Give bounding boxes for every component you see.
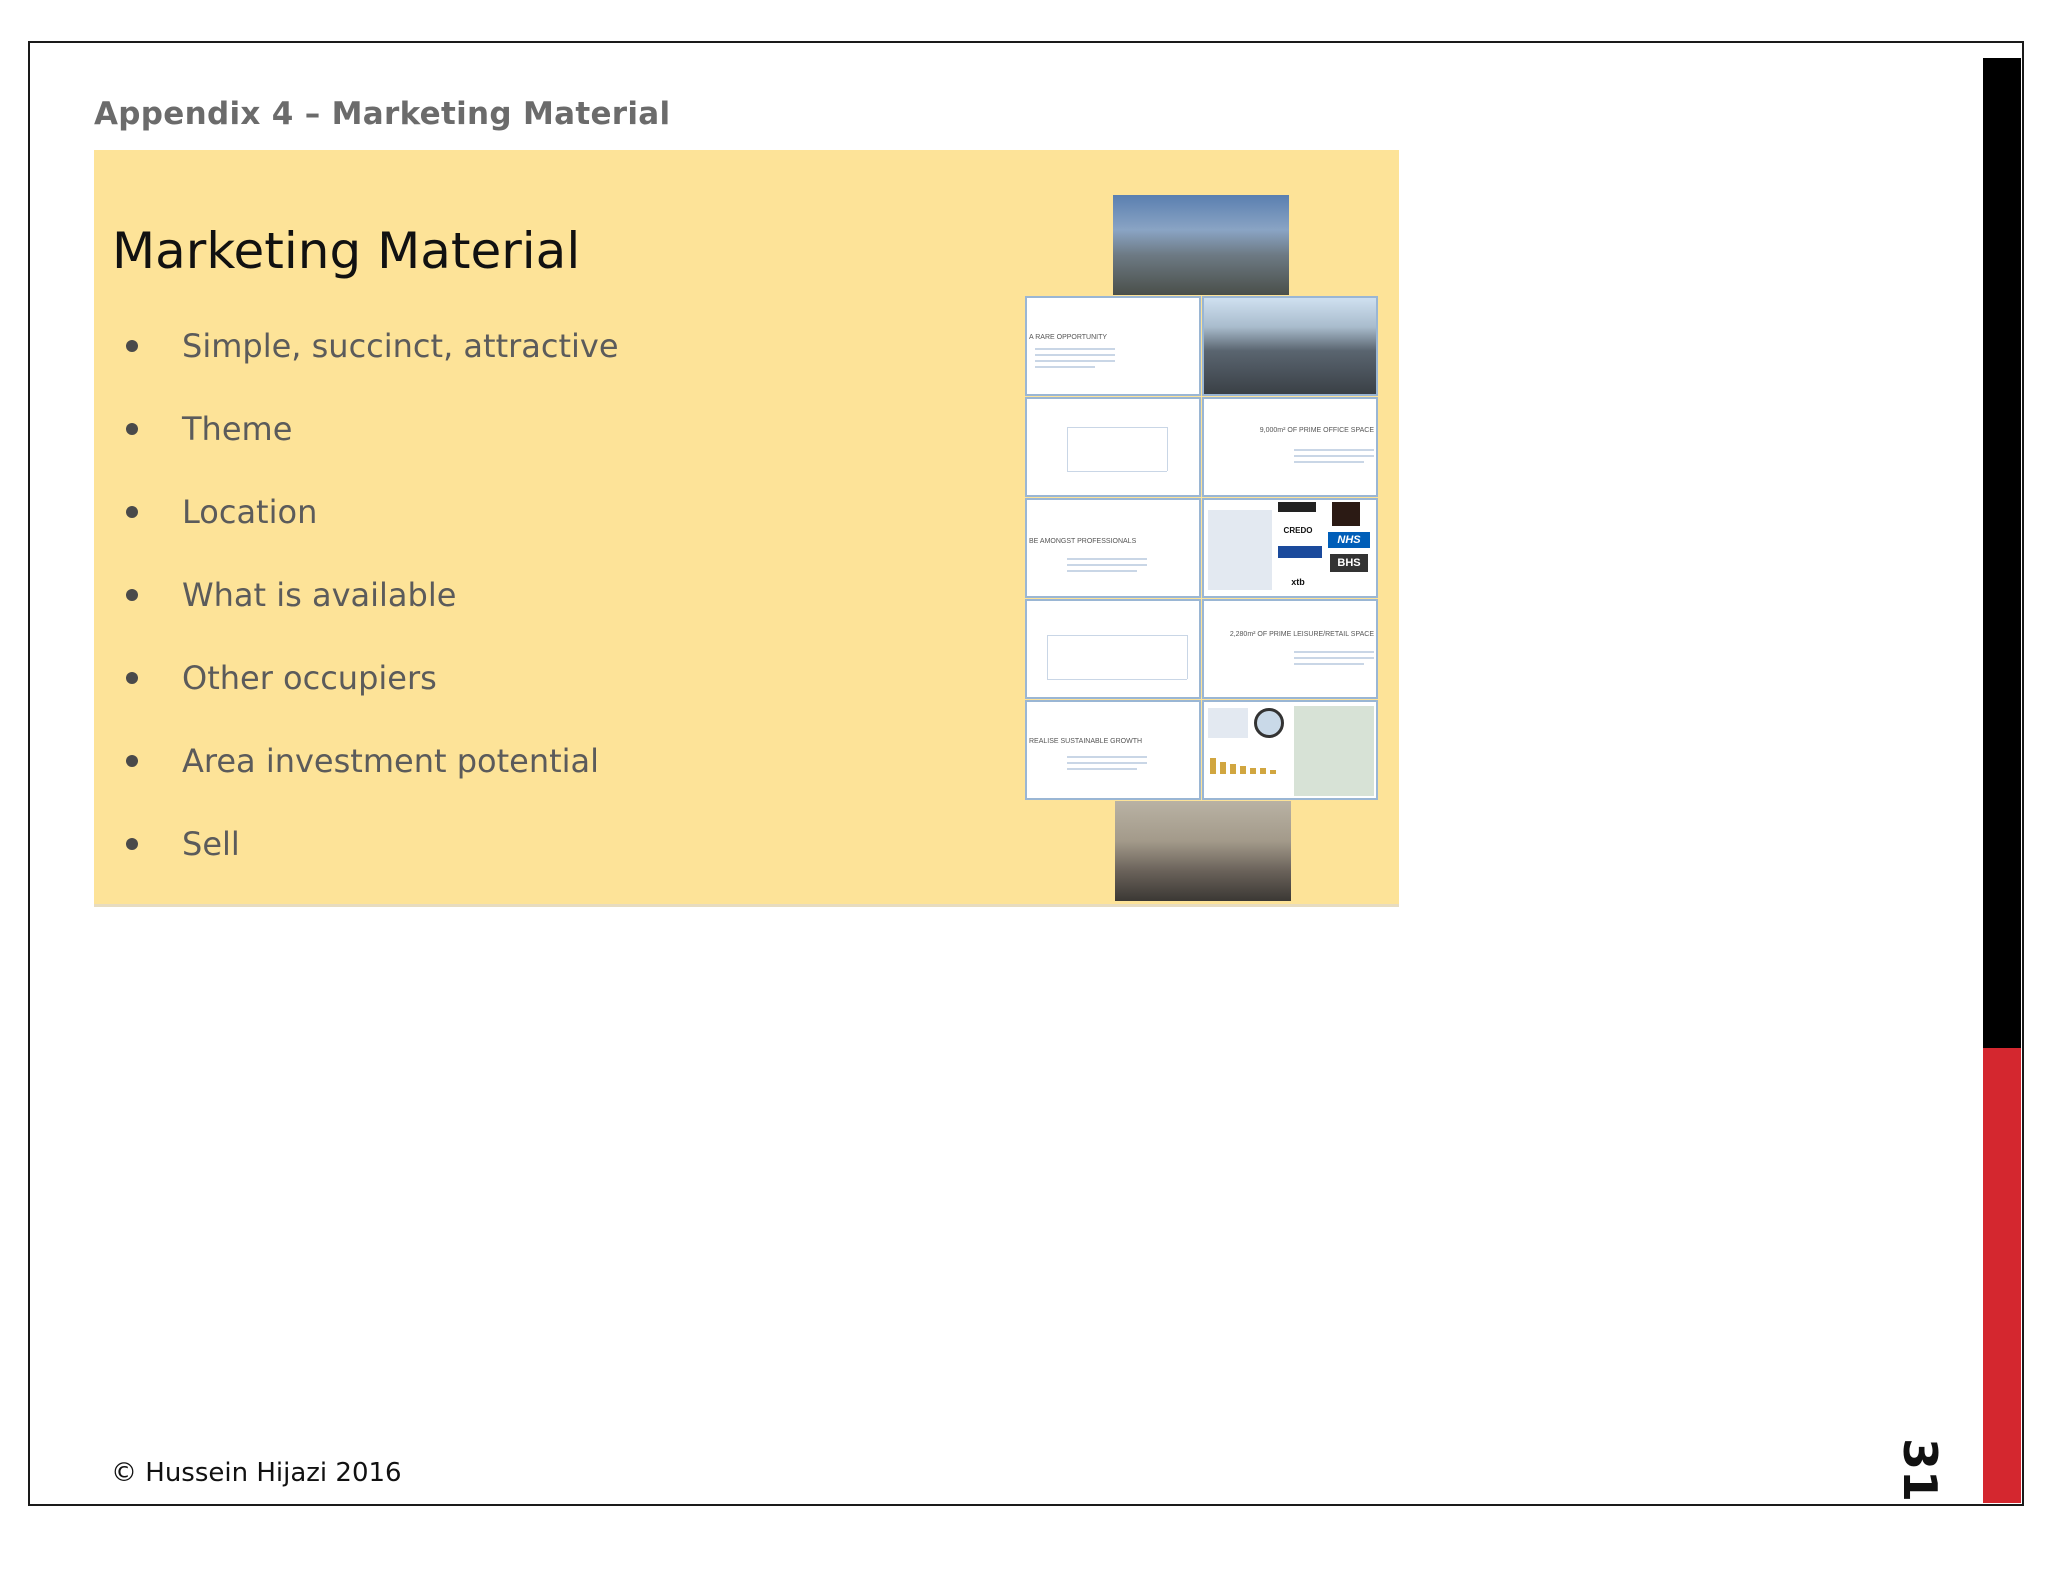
bullet-text: Area investment potential [182, 742, 600, 780]
bullet-dot-icon [126, 340, 138, 352]
side-accent-bar-red [1983, 1048, 2021, 1503]
page-thumbnail-rare-opportunity [1025, 296, 1201, 396]
thumbnail-caption: 9,000m² OF PRIME OFFICE SPACE [1259, 427, 1374, 434]
investment-charts-thumbnail [1202, 700, 1378, 800]
bullet-text: What is available [182, 576, 457, 614]
appendix-heading: Appendix 4 – Marketing Material [94, 96, 671, 132]
bullet-dot-icon [126, 838, 138, 850]
page-thumbnail-prime-leisure [1202, 599, 1378, 699]
bullet-dot-icon [126, 506, 138, 518]
slide-panel [94, 150, 1399, 907]
bullet-item [126, 658, 826, 698]
bullet-dot-icon [126, 672, 138, 684]
page-thumbnail-sustainable-growth [1025, 700, 1201, 800]
thumbnail-caption: A RARE OPPORTUNITY [1029, 334, 1108, 341]
bullet-dot-icon [126, 589, 138, 601]
retail-floor-plan-thumbnail [1025, 599, 1201, 699]
logo-icon [1332, 502, 1360, 526]
logo-credo: CREDO [1283, 525, 1313, 535]
bullet-item [126, 741, 826, 781]
bullet-item [126, 409, 826, 449]
aerial-photo-thumbnail [1202, 296, 1378, 396]
bullet-text: Simple, succinct, attractive [182, 327, 619, 365]
bullet-dot-icon [126, 755, 138, 767]
bullet-text: Theme [182, 410, 293, 448]
logo-icon [1278, 546, 1322, 558]
thumbnail-caption: BE AMONGST PROFESSIONALS [1029, 538, 1137, 545]
side-accent-bar-black [1983, 58, 2021, 1048]
slide-title: Marketing Material [112, 222, 581, 280]
page-thumbnail-professionals [1025, 498, 1201, 598]
occupiers-logos-thumbnail [1202, 498, 1378, 598]
bullet-item [126, 824, 826, 864]
copyright-footer: © Hussein Hijazi 2016 [111, 1458, 402, 1488]
skyline-photo-thumbnail [1115, 801, 1291, 901]
bullet-item [126, 326, 826, 366]
bullet-text: Other occupiers [182, 659, 437, 697]
thumbnail-caption: 2,280m² OF PRIME LEISURE/RETAIL SPACE [1229, 631, 1374, 638]
logo-xtb: xtb [1291, 577, 1305, 587]
bullet-item [126, 575, 826, 615]
page-thumbnail-prime-office [1202, 397, 1378, 497]
bullet-dot-icon [126, 423, 138, 435]
logo-nhs: NHS [1328, 532, 1370, 548]
bullet-item [126, 492, 826, 532]
page-number: 31 [1893, 1438, 1947, 1503]
bullet-text: Sell [182, 825, 240, 863]
cover-photo-thumbnail [1113, 195, 1289, 295]
bullet-text: Location [182, 493, 318, 531]
logo-bhs: BHS [1330, 554, 1368, 572]
floor-plan-thumbnail [1025, 397, 1201, 497]
thumbnail-caption: REALISE SUSTAINABLE GROWTH [1029, 738, 1143, 745]
magnifier-icon [1254, 708, 1284, 738]
